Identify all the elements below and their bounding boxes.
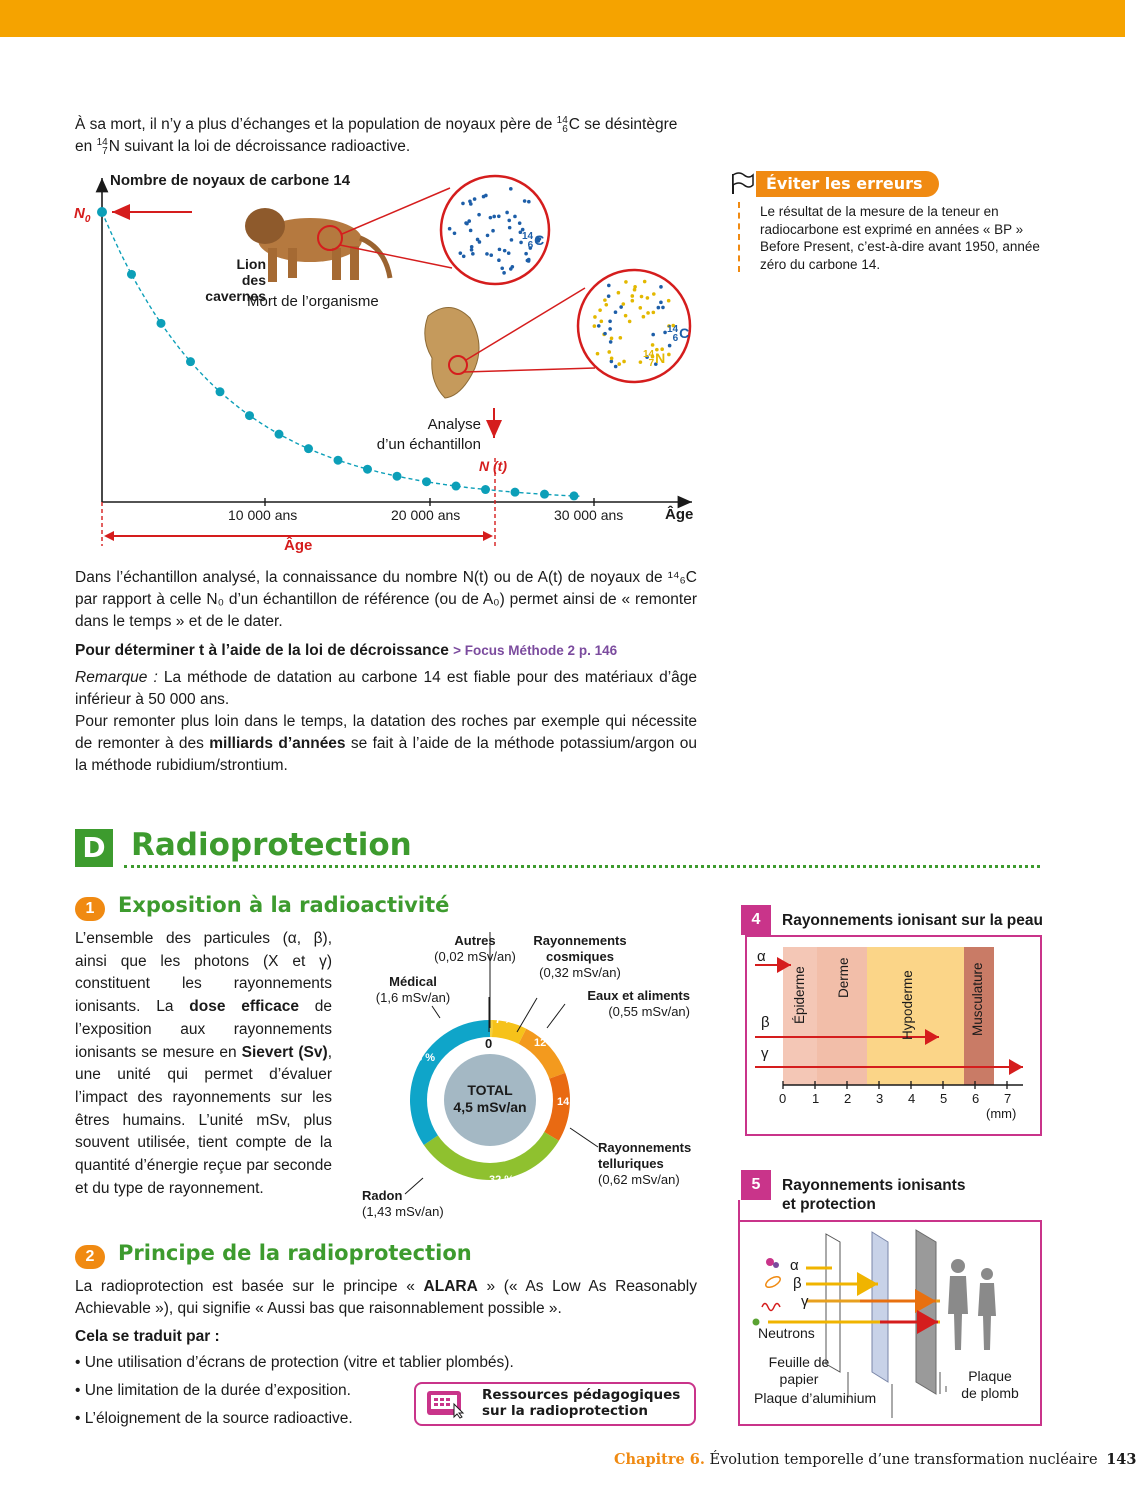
decay-point bbox=[275, 430, 284, 439]
nucleus-dot bbox=[507, 251, 511, 255]
top-color-bar bbox=[0, 0, 1125, 37]
subsection-2-title: Principe de la radioprotection bbox=[118, 1241, 472, 1265]
nucleus-dot bbox=[477, 213, 481, 217]
nucleus-dot bbox=[619, 305, 623, 309]
nucleus-dot bbox=[646, 311, 650, 315]
nucleus-dot bbox=[470, 248, 474, 252]
bullet-1: • Une utilisation d’écrans de protection (vitre et tablier plombés). bbox=[75, 1354, 514, 1371]
layer-label-epiderme: Épiderme bbox=[792, 966, 807, 1024]
nucleus-dot bbox=[470, 245, 474, 249]
nucleus-dot bbox=[638, 306, 642, 310]
alara-paragraph: La radioprotection est basée sur le principe « ALARA » (« As Low As Reasonably Achievable »), qui signifie « Aussi bas que raisonnablement possible ». bbox=[75, 1278, 697, 1317]
nucleus-dot bbox=[657, 306, 661, 310]
alara-lead: Cela se traduit par : bbox=[75, 1328, 220, 1345]
nucleus-dot bbox=[607, 284, 611, 288]
people-silhouette bbox=[948, 1259, 996, 1350]
nucleus-dot bbox=[597, 324, 601, 328]
analysis-label: Analyse d’un échantillon bbox=[376, 416, 481, 453]
nucleus-dot bbox=[518, 221, 522, 225]
nucleus-dot bbox=[643, 280, 647, 284]
doc5-side-line bbox=[738, 1200, 740, 1222]
nucleus-dot bbox=[599, 320, 603, 324]
nucleus-dot bbox=[513, 215, 517, 219]
donut-callout-lines bbox=[365, 970, 705, 1210]
bone-sample-illustration bbox=[425, 307, 479, 398]
decay-point bbox=[334, 456, 343, 465]
eviter-text: Le résultat de la mesure de la teneur en radiocarbone est exprimé en années « BP » Before Present, c’est-à-dire avant 1950, année zéro du carbone 14. bbox=[760, 204, 1040, 272]
nucleus-dot bbox=[509, 187, 513, 191]
nucleus-dot bbox=[593, 315, 597, 319]
c14-label-circle2: 14 6 C bbox=[667, 324, 690, 345]
nucleus-dot bbox=[610, 337, 614, 341]
decay-point bbox=[304, 444, 313, 453]
exposure-paragraph: L’ensemble des particules (α, β), ainsi que les photons (X et γ) constituent les rayonnements ionisants. La dose efficace de l’exposition aux rayonnements ionisants se mesure en Sievert (Sv), une unité qui permet d’évaluer l’impact des rayonnements sur les êtres humains. L’unité mSv, plus souvent utilisée, tient compte de la quantité d’énergie reçue par seconde et du type de rayonnement. bbox=[75, 930, 332, 1197]
skin-tick-labels: 0 1 2 3 4 5 6 7 bbox=[779, 1091, 1012, 1106]
decay-point bbox=[245, 411, 254, 420]
nucleus-dot bbox=[619, 336, 623, 340]
nucleus-dot bbox=[482, 195, 486, 199]
nucleus-dot bbox=[607, 350, 611, 354]
doc4-unit: (mm) bbox=[986, 1106, 1017, 1121]
y-axis-label: Nombre de noyaux de carbone 14 bbox=[110, 172, 351, 189]
pct-cosmic: 7 % bbox=[495, 1014, 514, 1026]
decay-point bbox=[216, 387, 225, 396]
beta-particle bbox=[764, 1275, 782, 1290]
nucleus-dot bbox=[510, 238, 514, 242]
nucleus-dot bbox=[497, 258, 501, 262]
pct-eaux: 12 % bbox=[534, 1037, 560, 1049]
aluminium-plate bbox=[872, 1232, 888, 1382]
nucleus-dot bbox=[507, 219, 511, 223]
nucleus-dot bbox=[651, 333, 655, 337]
nucleus-dot bbox=[468, 199, 472, 203]
nucleus-dot bbox=[508, 226, 512, 230]
resources-button[interactable] bbox=[414, 1382, 696, 1426]
nucleus-dot bbox=[462, 254, 466, 258]
nucleus-dot bbox=[492, 215, 496, 219]
nucleus-dot bbox=[614, 365, 618, 369]
nucleus-dot bbox=[489, 253, 493, 257]
n14-label-circle2: 14 7 N bbox=[643, 349, 666, 370]
decay-point bbox=[511, 488, 520, 497]
rocks-paragraph: Pour remonter plus loin dans le temps, la datation des roches par exemple qui nécessite de remonter à des milliards d’années se fait à l’aide de la méthode potassium/argon ou la méthode rubidium/strontium. bbox=[75, 713, 697, 774]
layer-hypoderme bbox=[867, 947, 964, 1085]
c14-label-circle1: 14 6 C bbox=[522, 231, 545, 252]
lead-plate bbox=[916, 1230, 936, 1394]
layer-label-derme: Derme bbox=[836, 957, 851, 998]
label-eaux: Eaux et aliments (0,55 mSv/an) bbox=[587, 988, 690, 1019]
nucleus-dot bbox=[608, 319, 612, 323]
footer-chapter: Chapitre 6. Évolution temporelle d’une transformation nucléaire 143 bbox=[614, 1451, 1136, 1468]
focus-method-link[interactable]: > Focus Méthode 2 p. 146 bbox=[453, 643, 618, 658]
nucleus-dot bbox=[527, 258, 531, 262]
layer-label-hypoderme: Hypoderme bbox=[900, 970, 915, 1040]
label-cosmic: Rayonnements cosmiques (0,32 mSv/an) bbox=[533, 933, 627, 980]
section-letter: D bbox=[75, 829, 113, 867]
nucleus-dot bbox=[471, 252, 475, 256]
nucleus-dot bbox=[661, 306, 665, 310]
nucleus-dot bbox=[593, 324, 597, 328]
n0-label: $N_0$ bbox=[74, 205, 91, 225]
nucleus-dot bbox=[607, 294, 611, 298]
nucleus-dot bbox=[459, 251, 463, 255]
nucleus-dot bbox=[469, 229, 473, 233]
nucleus-dot bbox=[667, 353, 671, 357]
nucleus-dot bbox=[667, 299, 671, 303]
label-radon: Radon (1,43 mSv/an) bbox=[362, 1188, 444, 1219]
label-telluric: Rayonnements telluriques (0,62 mSv/an) bbox=[598, 1140, 692, 1187]
nucleus-dot bbox=[617, 362, 621, 366]
doc5-lead: Plaque de plomb bbox=[961, 1368, 1019, 1401]
nucleus-dot bbox=[503, 249, 507, 253]
doc5-gamma: γ bbox=[801, 1293, 809, 1310]
nucleus-dot bbox=[622, 302, 626, 306]
doc5-aluminium: Plaque d’aluminium bbox=[754, 1390, 877, 1406]
section-title: Radioprotection bbox=[131, 827, 412, 863]
nucleus-dot bbox=[500, 266, 504, 270]
alpha-particle bbox=[766, 1258, 774, 1266]
decay-point bbox=[540, 490, 549, 499]
nucleus-dot bbox=[628, 320, 632, 324]
nucleus-dot bbox=[604, 303, 608, 307]
nucleus-dot bbox=[633, 285, 637, 289]
resources-label: Ressources pédagogiques sur la radioprotection bbox=[482, 1387, 681, 1419]
nucleus-dot bbox=[610, 360, 614, 364]
doc5-paper: Feuille de papier bbox=[768, 1354, 830, 1387]
nucleus-dot bbox=[502, 271, 506, 275]
bullet-2: • Une limitation de la durée d’exposition. bbox=[75, 1382, 351, 1399]
x-tick-label-10000: 10 000 ans bbox=[228, 507, 298, 523]
doc4-beta: β bbox=[761, 1014, 770, 1031]
donut-total: TOTAL 4,5 mSv/an bbox=[453, 1082, 527, 1115]
decay-point bbox=[186, 357, 195, 366]
section-dotted-rule bbox=[124, 865, 1040, 868]
eviter-title: Éviter les erreurs bbox=[756, 171, 939, 197]
computer-icon bbox=[426, 1390, 466, 1418]
nucleus-dot bbox=[608, 327, 612, 331]
decay-point bbox=[157, 319, 166, 328]
nucleus-dot bbox=[476, 238, 480, 242]
doc5-title: Rayonnements ionisants et protection bbox=[782, 1177, 966, 1213]
nucleus-dot bbox=[642, 315, 646, 319]
dating-paragraph: Dans l’échantillon analysé, la connaissance du nombre N(t) ou de A(t) de noyaux de ¹⁴₆C par rapport à celle N₀ d’un échantillon de référence (ou de A₀) permet ainsi de « remonter dans le temps » et de le dater. bbox=[75, 569, 697, 630]
nucleus-dot bbox=[639, 360, 643, 364]
nucleus-dot bbox=[610, 357, 614, 361]
nucleus-dot bbox=[498, 248, 502, 252]
nucleus-dot bbox=[646, 296, 650, 300]
doc5-number: 5 bbox=[741, 1170, 771, 1200]
zoom-circle-living bbox=[441, 176, 549, 284]
nucleus-dot bbox=[596, 352, 600, 356]
nt-label: N (t) bbox=[479, 458, 507, 474]
doc5-alpha: α bbox=[790, 1257, 799, 1274]
x-tick-label-30000: 30 000 ans bbox=[554, 507, 624, 523]
nucleus-dot bbox=[473, 197, 477, 201]
nucleus-dot bbox=[624, 280, 628, 284]
nucleus-dot bbox=[652, 311, 656, 315]
nucleus-dot bbox=[453, 231, 457, 235]
layer-label-musculature: Musculature bbox=[970, 962, 985, 1036]
intro-paragraph: À sa mort, il n’y a plus d’échanges et la population de noyaux père de 14 6 C se désintègre en 14 7 N suivant la loi de décroissance radioactive. bbox=[75, 114, 678, 157]
nucleus-dot bbox=[640, 295, 644, 299]
nucleus-dot bbox=[652, 292, 656, 296]
age-label: Âge bbox=[284, 537, 313, 554]
decay-point bbox=[481, 485, 490, 494]
nucleus-dot bbox=[598, 308, 602, 312]
cave-lion-illustration bbox=[245, 208, 390, 282]
doc5-neutrons: Neutrons bbox=[758, 1325, 815, 1341]
nucleus-dot bbox=[464, 221, 468, 225]
remark-paragraph: Remarque : La méthode de datation au carbone 14 est fiable pour des matériaux d’âge inférieur à 50 000 ans. bbox=[75, 669, 697, 708]
nucleus-dot bbox=[617, 291, 621, 295]
subsection-1-badge: 1 bbox=[75, 897, 105, 921]
nucleus-dot bbox=[523, 199, 527, 203]
nucleus-dot bbox=[631, 294, 635, 298]
gamma-wave bbox=[762, 1304, 780, 1311]
label-autres: Autres (0,02 mSv/an) bbox=[434, 933, 516, 964]
doc4-gamma: γ bbox=[761, 1045, 769, 1062]
bullet-3: • L’éloignement de la source radioactive. bbox=[75, 1410, 353, 1427]
subsection-1-title: Exposition à la radioactivité bbox=[118, 893, 450, 917]
nucleus-dot bbox=[527, 200, 531, 204]
flag-icon bbox=[727, 170, 755, 198]
death-label: Mort de l’organisme bbox=[247, 293, 379, 310]
nucleus-dot bbox=[603, 298, 607, 302]
decay-point bbox=[452, 482, 461, 491]
method-line: Pour déterminer t à l’aide de la loi de décroissance > Focus Méthode 2 p. 146 bbox=[75, 642, 618, 659]
nucleus-dot bbox=[505, 211, 509, 215]
nucleus-dot bbox=[485, 252, 489, 256]
nucleus-dot bbox=[461, 202, 465, 206]
doc4-alpha: α bbox=[757, 948, 766, 965]
nucleus-dot bbox=[659, 301, 663, 305]
subsection-2-badge: 2 bbox=[75, 1245, 105, 1269]
nucleus-dot bbox=[489, 216, 493, 220]
nucleus-dot bbox=[631, 299, 635, 303]
nucleus-dot bbox=[651, 343, 655, 347]
nucleus-dot bbox=[448, 227, 452, 231]
decay-point bbox=[570, 491, 579, 500]
nucleus-dot bbox=[659, 285, 663, 289]
doc4-number: 4 bbox=[741, 905, 771, 935]
nucleus-dot bbox=[511, 265, 515, 269]
label-medical: Médical (1,6 mSv/an) bbox=[375, 974, 451, 1005]
pct-telluric: 14 % bbox=[557, 1096, 583, 1108]
pct-radon: 32 % bbox=[489, 1174, 515, 1186]
decay-point bbox=[363, 465, 372, 474]
eviter-dashed-line bbox=[738, 202, 742, 272]
doc5-beta: β bbox=[793, 1275, 802, 1292]
doc4-title: Rayonnements ionisant sur la peau bbox=[782, 912, 1043, 929]
x-tick-label-20000: 20 000 ans bbox=[391, 507, 461, 523]
nucleus-dot bbox=[486, 234, 490, 238]
nucleus-dot bbox=[609, 340, 613, 344]
nucleus-dot bbox=[624, 314, 628, 318]
decay-point bbox=[393, 472, 402, 481]
decay-point bbox=[127, 270, 136, 279]
donut-zero-label: 0 bbox=[485, 1036, 493, 1051]
decay-chart bbox=[60, 168, 710, 563]
x-axis-label: Âge bbox=[665, 506, 694, 523]
decay-point bbox=[97, 207, 107, 217]
lion-label: Lion des cavernes bbox=[205, 256, 266, 304]
pct-medical: 35 % bbox=[410, 1052, 436, 1064]
nucleus-dot bbox=[524, 252, 528, 256]
nucleus-dot bbox=[668, 344, 672, 348]
paper-sheet bbox=[826, 1234, 840, 1372]
nucleus-dot bbox=[491, 229, 495, 233]
nucleus-dot bbox=[614, 310, 618, 314]
decay-point bbox=[422, 477, 431, 486]
nucleus-dot bbox=[603, 332, 607, 336]
nucleus-dot bbox=[497, 214, 501, 218]
nucleus-dot bbox=[622, 360, 626, 364]
